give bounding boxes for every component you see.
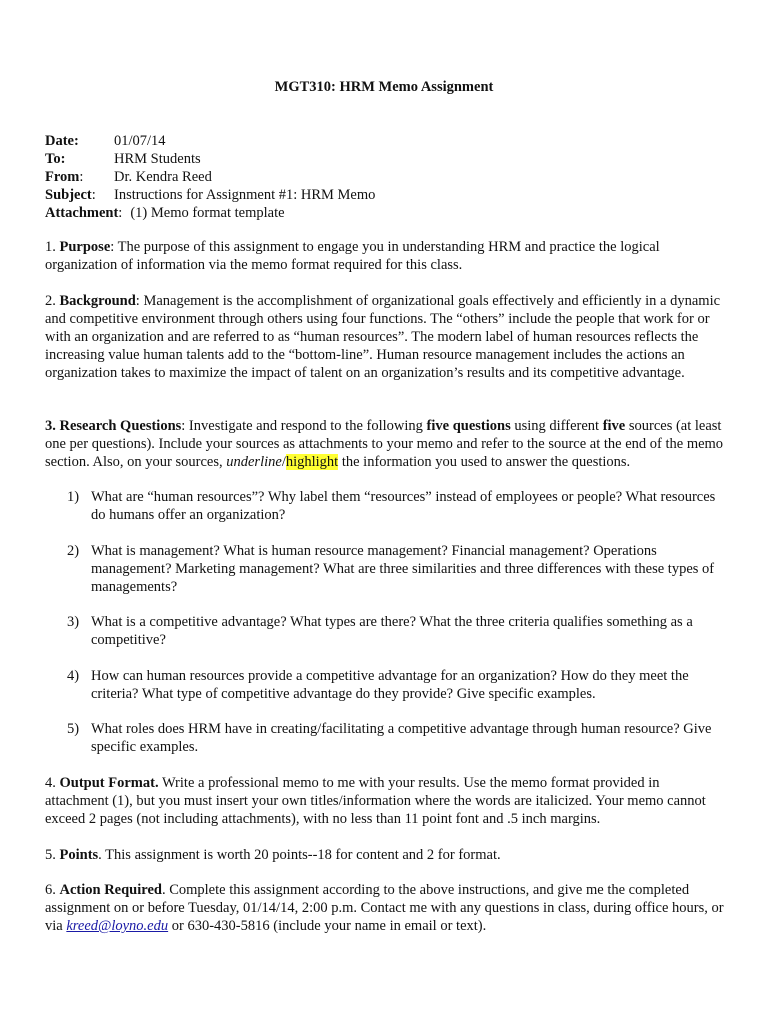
question-number: 2): [67, 543, 80, 559]
purpose-colon: :: [110, 239, 115, 255]
question-number: 3): [67, 614, 80, 630]
subject-label-group: [45, 186, 114, 204]
points-section: [45, 846, 725, 864]
to-label: To:: [45, 151, 66, 167]
research-slash: /: [281, 454, 286, 470]
background-number: 2.: [45, 293, 60, 309]
output-text: Write a professional memo to me with your results. Use the memo format provided in attachment (1), but you must insert your own titles/information where the words are italicized. Your memo cannot exceed 2 pages (not including attachments), with no less than 11 point font and .5 inch margins.: [45, 775, 706, 827]
action-tail-text: or 630-430-5816 (include your name in email or text).: [168, 918, 487, 934]
action-section: [45, 881, 725, 935]
output-heading: Output Format.: [59, 775, 159, 791]
from-label-group: [45, 168, 114, 186]
from-row: [45, 168, 725, 186]
subject-colon: :: [91, 187, 96, 203]
research-underline-word: underline: [226, 454, 282, 470]
background-text: Management is the accomplishment of organizational goals effectively and efficiently in a dynamic and competitive environment through others using four functions. The “others” include the people that work for or with an organization and are referred to as “human resources”. The modern label of human resources reflects the increasing value human talents add to the “bottom-line”. Human resource management includes the actions an organization takes to maximize the impact of talent on an organization’s results and its competitive advantage.: [45, 293, 721, 381]
question-text: What is management? What is human resource management? Financial management? Operations management? Marketing management? What are three similarities and three differences with these types of managements?: [91, 543, 715, 595]
date-label: Date:: [45, 133, 79, 149]
memo-title: MGT310: HRM Memo Assignment: [274, 79, 494, 95]
points-heading: Points: [59, 847, 99, 863]
action-text: . Complete this assignment according to the above instructions, and give me the completed assignment on or before Tuesday, 01/14/14, 2:00 p.m. Contact me with any questions in class, during office hours, or via: [45, 882, 724, 934]
research-bold-five-questions: five questions: [426, 418, 511, 434]
purpose-section: [45, 238, 725, 274]
attachment-label: Attachment: [45, 205, 119, 221]
email-link[interactable]: kreed@loyno.edu: [66, 918, 169, 934]
question-number: 5): [67, 721, 80, 737]
from-colon: :: [79, 169, 84, 185]
question-number: 4): [67, 668, 80, 684]
background-colon: :: [135, 293, 140, 309]
research-section: [45, 417, 725, 471]
subject-label: Subject: [45, 187, 92, 203]
attachment-label-group: [45, 204, 122, 222]
purpose-text: The purpose of this assignment to engage you in understanding HRM and practice the logical organization of information via the memo format required for this class.: [45, 239, 660, 273]
attachment-value: (1) Memo format template: [130, 205, 285, 221]
research-heading: 3. Research Questions: [45, 418, 182, 434]
research-bold-five: five: [602, 418, 626, 434]
action-heading: Action Required: [59, 882, 162, 898]
question-text: How can human resources provide a competitive advantage for an organization? How do they meet the criteria? What type of competitive advantage do they provide? Give specific examples.: [91, 668, 689, 702]
output-format-section: [45, 774, 725, 828]
to-row: [45, 150, 725, 168]
subject-value: Instructions for Assignment #1: HRM Memo: [114, 187, 376, 203]
from-value: Dr. Kendra Reed: [114, 169, 212, 185]
purpose-heading: Purpose: [59, 239, 111, 255]
attachment-colon: :: [118, 205, 123, 221]
memo-header: [45, 132, 725, 222]
research-text-3: sources (at least one per questions). Include your sources as attachments to your memo and refer to the source at the end of the memo section. Also, on your sources,: [45, 418, 724, 470]
action-number: 6.: [45, 882, 60, 898]
question-text: What roles does HRM have in creating/facilitating a competitive advantage through human resource? Give specific examples.: [91, 721, 712, 755]
attachment-row: [45, 204, 725, 222]
research-text-1: : Investigate and respond to the following: [181, 418, 427, 434]
background-section: [45, 292, 725, 382]
subject-row: [45, 186, 725, 204]
question-number: 1): [67, 489, 80, 505]
from-label: From: [45, 169, 80, 185]
question-text: What are “human resources”? Why label them “resources” instead of employees or people? What resources do humans offer an organization?: [91, 489, 716, 523]
research-text-4: the information you used to answer the questions.: [338, 454, 631, 470]
date-value: 01/07/14: [114, 133, 166, 149]
points-text: . This assignment is worth 20 points--18 for content and 2 for format.: [98, 847, 501, 863]
question-text: What is a competitive advantage? What types are there? What the three criteria qualifies something as a competitive?: [91, 614, 693, 648]
purpose-number: 1.: [45, 239, 60, 255]
output-number: 4.: [45, 775, 60, 791]
to-value: HRM Students: [114, 151, 201, 167]
points-number: 5.: [45, 847, 60, 863]
background-heading: Background: [59, 293, 136, 309]
date-row: [45, 132, 725, 150]
research-text-2: using different: [510, 418, 603, 434]
research-highlight-word: highlight: [285, 454, 339, 470]
